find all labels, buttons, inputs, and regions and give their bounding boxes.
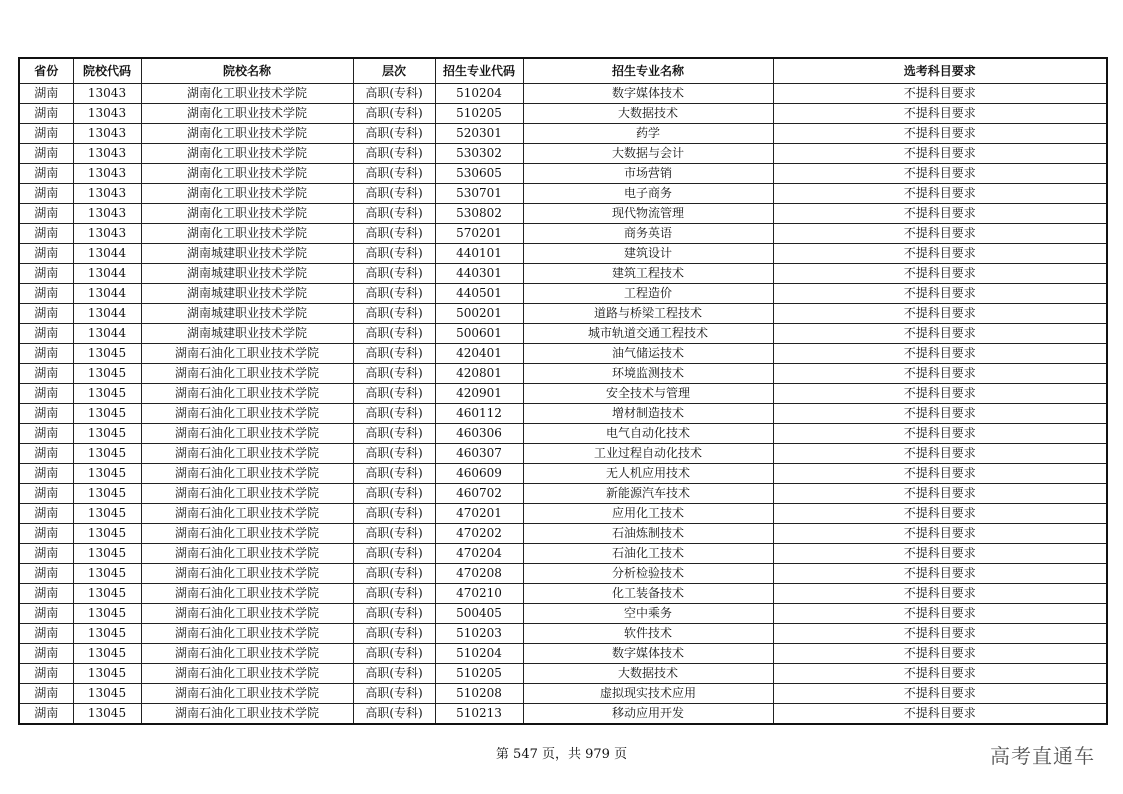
cell-major-name: 增材制造技术 (523, 404, 773, 424)
cell-major-name: 油气储运技术 (523, 344, 773, 364)
cell-subject-requirement: 不提科目要求 (773, 424, 1107, 444)
cell-level: 高职(专科) (353, 604, 435, 624)
cell-subject-requirement: 不提科目要求 (773, 244, 1107, 264)
table-row (19, 444, 1107, 464)
cell-subject-requirement: 不提科目要求 (773, 584, 1107, 604)
cell-subject-requirement: 不提科目要求 (773, 524, 1107, 544)
cell-school-name: 湖南石油化工职业技术学院 (141, 644, 353, 664)
cell-school-name: 湖南化工职业技术学院 (141, 124, 353, 144)
cell-subject-requirement: 不提科目要求 (773, 624, 1107, 644)
cell-major-code: 510204 (435, 644, 523, 664)
cell-major-name: 移动应用开发 (523, 704, 773, 725)
cell-level: 高职(专科) (353, 344, 435, 364)
cell-major-name: 石油炼制技术 (523, 524, 773, 544)
cell-major-name: 工业过程自动化技术 (523, 444, 773, 464)
cell-subject-requirement: 不提科目要求 (773, 284, 1107, 304)
table-row (19, 624, 1107, 644)
cell-major-code: 510213 (435, 704, 523, 725)
cell-province: 湖南 (19, 424, 73, 444)
table-row (19, 584, 1107, 604)
cell-school-name: 湖南城建职业技术学院 (141, 244, 353, 264)
cell-province: 湖南 (19, 164, 73, 184)
cell-level: 高职(专科) (353, 444, 435, 464)
cell-major-code: 530701 (435, 184, 523, 204)
cell-major-code: 470202 (435, 524, 523, 544)
table-body (19, 84, 1107, 725)
header-school-name: 院校名称 (141, 58, 353, 84)
cell-province: 湖南 (19, 624, 73, 644)
cell-school-name: 湖南化工职业技术学院 (141, 204, 353, 224)
cell-school-code: 13045 (73, 504, 141, 524)
cell-school-name: 湖南石油化工职业技术学院 (141, 564, 353, 584)
cell-major-name: 市场营销 (523, 164, 773, 184)
cell-major-code: 470210 (435, 584, 523, 604)
cell-province: 湖南 (19, 384, 73, 404)
cell-school-code: 13045 (73, 544, 141, 564)
table-row (19, 264, 1107, 284)
cell-subject-requirement: 不提科目要求 (773, 344, 1107, 364)
cell-major-name: 石油化工技术 (523, 544, 773, 564)
cell-subject-requirement: 不提科目要求 (773, 84, 1107, 104)
cell-province: 湖南 (19, 344, 73, 364)
table-row (19, 204, 1107, 224)
table-row (19, 84, 1107, 104)
cell-school-name: 湖南石油化工职业技术学院 (141, 384, 353, 404)
cell-province: 湖南 (19, 324, 73, 344)
cell-major-name: 数字媒体技术 (523, 84, 773, 104)
cell-level: 高职(专科) (353, 464, 435, 484)
cell-major-code: 570201 (435, 224, 523, 244)
cell-subject-requirement: 不提科目要求 (773, 484, 1107, 504)
cell-school-code: 13044 (73, 304, 141, 324)
cell-school-code: 13045 (73, 564, 141, 584)
cell-major-code: 510205 (435, 104, 523, 124)
cell-school-name: 湖南石油化工职业技术学院 (141, 704, 353, 725)
cell-major-code: 460307 (435, 444, 523, 464)
cell-level: 高职(专科) (353, 624, 435, 644)
cell-major-code: 530302 (435, 144, 523, 164)
cell-subject-requirement: 不提科目要求 (773, 124, 1107, 144)
cell-major-name: 建筑工程技术 (523, 264, 773, 284)
cell-subject-requirement: 不提科目要求 (773, 564, 1107, 584)
cell-school-name: 湖南石油化工职业技术学院 (141, 404, 353, 424)
cell-school-code: 13045 (73, 484, 141, 504)
cell-province: 湖南 (19, 644, 73, 664)
cell-province: 湖南 (19, 524, 73, 544)
cell-level: 高职(专科) (353, 124, 435, 144)
cell-school-code: 13043 (73, 184, 141, 204)
table-row (19, 704, 1107, 725)
cell-level: 高职(专科) (353, 504, 435, 524)
cell-level: 高职(专科) (353, 224, 435, 244)
cell-province: 湖南 (19, 544, 73, 564)
cell-major-code: 440501 (435, 284, 523, 304)
cell-major-code: 460702 (435, 484, 523, 504)
cell-school-code: 13044 (73, 284, 141, 304)
cell-major-name: 数字媒体技术 (523, 644, 773, 664)
cell-level: 高职(专科) (353, 104, 435, 124)
cell-subject-requirement: 不提科目要求 (773, 504, 1107, 524)
cell-major-name: 分析检验技术 (523, 564, 773, 584)
watermark-logo-text: 高考直通车 (990, 744, 1095, 768)
cell-level: 高职(专科) (353, 284, 435, 304)
cell-school-code: 13043 (73, 224, 141, 244)
cell-major-name: 工程造价 (523, 284, 773, 304)
header-subject-requirement: 选考科目要求 (773, 58, 1107, 84)
cell-level: 高职(专科) (353, 404, 435, 424)
cell-major-name: 道路与桥梁工程技术 (523, 304, 773, 324)
cell-level: 高职(专科) (353, 684, 435, 704)
cell-subject-requirement: 不提科目要求 (773, 204, 1107, 224)
cell-subject-requirement: 不提科目要求 (773, 184, 1107, 204)
table-row (19, 544, 1107, 564)
cell-level: 高职(专科) (353, 164, 435, 184)
cell-province: 湖南 (19, 484, 73, 504)
cell-province: 湖南 (19, 604, 73, 624)
cell-major-name: 大数据技术 (523, 104, 773, 124)
cell-level: 高职(专科) (353, 424, 435, 444)
header-province: 省份 (19, 58, 73, 84)
cell-school-code: 13045 (73, 524, 141, 544)
cell-province: 湖南 (19, 684, 73, 704)
cell-province: 湖南 (19, 464, 73, 484)
cell-province: 湖南 (19, 244, 73, 264)
table-row (19, 344, 1107, 364)
cell-school-code: 13045 (73, 464, 141, 484)
cell-subject-requirement: 不提科目要求 (773, 664, 1107, 684)
cell-level: 高职(专科) (353, 644, 435, 664)
cell-major-name: 现代物流管理 (523, 204, 773, 224)
cell-province: 湖南 (19, 184, 73, 204)
table-row (19, 104, 1107, 124)
cell-major-name: 应用化工技术 (523, 504, 773, 524)
cell-school-code: 13043 (73, 104, 141, 124)
cell-school-code: 13043 (73, 124, 141, 144)
cell-subject-requirement: 不提科目要求 (773, 364, 1107, 384)
cell-subject-requirement: 不提科目要求 (773, 144, 1107, 164)
cell-level: 高职(专科) (353, 144, 435, 164)
cell-province: 湖南 (19, 584, 73, 604)
cell-province: 湖南 (19, 304, 73, 324)
cell-school-name: 湖南石油化工职业技术学院 (141, 344, 353, 364)
cell-school-name: 湖南化工职业技术学院 (141, 104, 353, 124)
cell-major-code: 510205 (435, 664, 523, 684)
header-level: 层次 (353, 58, 435, 84)
cell-subject-requirement: 不提科目要求 (773, 544, 1107, 564)
cell-level: 高职(专科) (353, 84, 435, 104)
cell-school-name: 湖南化工职业技术学院 (141, 144, 353, 164)
cell-school-name: 湖南城建职业技术学院 (141, 304, 353, 324)
cell-school-code: 13045 (73, 704, 141, 725)
cell-level: 高职(专科) (353, 564, 435, 584)
cell-province: 湖南 (19, 264, 73, 284)
cell-school-name: 湖南石油化工职业技术学院 (141, 504, 353, 524)
cell-level: 高职(专科) (353, 184, 435, 204)
cell-major-code: 460609 (435, 464, 523, 484)
cell-subject-requirement: 不提科目要求 (773, 464, 1107, 484)
cell-school-code: 13043 (73, 204, 141, 224)
cell-school-code: 13045 (73, 604, 141, 624)
cell-school-name: 湖南石油化工职业技术学院 (141, 424, 353, 444)
cell-school-name: 湖南石油化工职业技术学院 (141, 464, 353, 484)
cell-subject-requirement: 不提科目要求 (773, 104, 1107, 124)
cell-major-name: 药学 (523, 124, 773, 144)
table-row (19, 124, 1107, 144)
cell-major-code: 500201 (435, 304, 523, 324)
cell-major-code: 520301 (435, 124, 523, 144)
cell-school-code: 13045 (73, 404, 141, 424)
cell-subject-requirement: 不提科目要求 (773, 644, 1107, 664)
cell-major-code: 420801 (435, 364, 523, 384)
cell-school-name: 湖南石油化工职业技术学院 (141, 604, 353, 624)
cell-school-code: 13045 (73, 684, 141, 704)
cell-school-code: 13045 (73, 344, 141, 364)
table-row (19, 404, 1107, 424)
cell-level: 高职(专科) (353, 384, 435, 404)
cell-level: 高职(专科) (353, 304, 435, 324)
cell-level: 高职(专科) (353, 544, 435, 564)
cell-major-code: 460112 (435, 404, 523, 424)
cell-school-name: 湖南城建职业技术学院 (141, 264, 353, 284)
table-row (19, 164, 1107, 184)
cell-level: 高职(专科) (353, 584, 435, 604)
header-school-code: 院校代码 (73, 58, 141, 84)
cell-major-name: 安全技术与管理 (523, 384, 773, 404)
cell-province: 湖南 (19, 504, 73, 524)
cell-school-code: 13043 (73, 164, 141, 184)
cell-school-name: 湖南石油化工职业技术学院 (141, 524, 353, 544)
cell-school-code: 13045 (73, 384, 141, 404)
table-row (19, 524, 1107, 544)
table-row (19, 484, 1107, 504)
cell-province: 湖南 (19, 664, 73, 684)
header-major-name: 招生专业名称 (523, 58, 773, 84)
cell-province: 湖南 (19, 104, 73, 124)
cell-school-name: 湖南石油化工职业技术学院 (141, 584, 353, 604)
cell-major-name: 空中乘务 (523, 604, 773, 624)
cell-school-code: 13045 (73, 584, 141, 604)
cell-major-name: 环境监测技术 (523, 364, 773, 384)
cell-school-name: 湖南化工职业技术学院 (141, 84, 353, 104)
cell-major-code: 530605 (435, 164, 523, 184)
cell-major-code: 440101 (435, 244, 523, 264)
cell-province: 湖南 (19, 404, 73, 424)
cell-subject-requirement: 不提科目要求 (773, 704, 1107, 725)
cell-school-name: 湖南化工职业技术学院 (141, 224, 353, 244)
cell-major-code: 500601 (435, 324, 523, 344)
table-row (19, 144, 1107, 164)
cell-subject-requirement: 不提科目要求 (773, 264, 1107, 284)
cell-major-code: 420401 (435, 344, 523, 364)
cell-province: 湖南 (19, 364, 73, 384)
table-row (19, 384, 1107, 404)
cell-school-name: 湖南石油化工职业技术学院 (141, 444, 353, 464)
cell-subject-requirement: 不提科目要求 (773, 224, 1107, 244)
cell-major-code: 530802 (435, 204, 523, 224)
cell-school-code: 13044 (73, 264, 141, 284)
cell-major-code: 420901 (435, 384, 523, 404)
cell-school-code: 13045 (73, 664, 141, 684)
cell-level: 高职(专科) (353, 324, 435, 344)
cell-province: 湖南 (19, 144, 73, 164)
cell-subject-requirement: 不提科目要求 (773, 164, 1107, 184)
cell-province: 湖南 (19, 704, 73, 725)
table-row (19, 424, 1107, 444)
cell-school-code: 13044 (73, 244, 141, 264)
cell-province: 湖南 (19, 84, 73, 104)
header-row (19, 58, 1107, 84)
table-row (19, 504, 1107, 524)
cell-province: 湖南 (19, 124, 73, 144)
table-row (19, 244, 1107, 264)
cell-school-name: 湖南化工职业技术学院 (141, 164, 353, 184)
cell-level: 高职(专科) (353, 264, 435, 284)
cell-subject-requirement: 不提科目要求 (773, 684, 1107, 704)
cell-school-name: 湖南城建职业技术学院 (141, 324, 353, 344)
cell-province: 湖南 (19, 444, 73, 464)
cell-major-name: 电气自动化技术 (523, 424, 773, 444)
cell-school-name: 湖南石油化工职业技术学院 (141, 624, 353, 644)
cell-subject-requirement: 不提科目要求 (773, 384, 1107, 404)
cell-major-name: 商务英语 (523, 224, 773, 244)
cell-school-code: 13045 (73, 424, 141, 444)
cell-major-code: 440301 (435, 264, 523, 284)
cell-major-name: 新能源汽车技术 (523, 484, 773, 504)
cell-subject-requirement: 不提科目要求 (773, 444, 1107, 464)
cell-school-code: 13045 (73, 644, 141, 664)
cell-major-name: 大数据与会计 (523, 144, 773, 164)
table-row (19, 604, 1107, 624)
cell-level: 高职(专科) (353, 484, 435, 504)
table-row (19, 364, 1107, 384)
table-row (19, 664, 1107, 684)
cell-level: 高职(专科) (353, 524, 435, 544)
header-major-code: 招生专业代码 (435, 58, 523, 84)
cell-level: 高职(专科) (353, 704, 435, 725)
table-row (19, 644, 1107, 664)
cell-subject-requirement: 不提科目要求 (773, 404, 1107, 424)
cell-school-code: 13043 (73, 84, 141, 104)
cell-school-code: 13044 (73, 324, 141, 344)
page-number: 第 547 页，共 979 页 (495, 747, 628, 762)
cell-school-name: 湖南石油化工职业技术学院 (141, 484, 353, 504)
cell-level: 高职(专科) (353, 364, 435, 384)
cell-major-code: 470201 (435, 504, 523, 524)
admissions-table (18, 57, 1108, 725)
cell-major-code: 510204 (435, 84, 523, 104)
cell-school-code: 13043 (73, 144, 141, 164)
cell-province: 湖南 (19, 224, 73, 244)
cell-school-code: 13045 (73, 444, 141, 464)
cell-major-name: 软件技术 (523, 624, 773, 644)
cell-major-name: 无人机应用技术 (523, 464, 773, 484)
cell-level: 高职(专科) (353, 204, 435, 224)
cell-subject-requirement: 不提科目要求 (773, 604, 1107, 624)
table-row (19, 184, 1107, 204)
cell-school-code: 13045 (73, 624, 141, 644)
cell-major-code: 470204 (435, 544, 523, 564)
table-row (19, 224, 1107, 244)
table-header (19, 58, 1107, 84)
cell-school-name: 湖南化工职业技术学院 (141, 184, 353, 204)
cell-subject-requirement: 不提科目要求 (773, 324, 1107, 344)
cell-school-name: 湖南石油化工职业技术学院 (141, 664, 353, 684)
cell-school-code: 13045 (73, 364, 141, 384)
table-row (19, 304, 1107, 324)
cell-school-name: 湖南石油化工职业技术学院 (141, 364, 353, 384)
cell-major-code: 510208 (435, 684, 523, 704)
table-row (19, 324, 1107, 344)
cell-major-name: 大数据技术 (523, 664, 773, 684)
table-row (19, 464, 1107, 484)
table-row (19, 564, 1107, 584)
cell-school-name: 湖南城建职业技术学院 (141, 284, 353, 304)
cell-major-name: 化工装备技术 (523, 584, 773, 604)
cell-major-name: 电子商务 (523, 184, 773, 204)
cell-major-code: 500405 (435, 604, 523, 624)
cell-province: 湖南 (19, 284, 73, 304)
cell-school-name: 湖南石油化工职业技术学院 (141, 544, 353, 564)
cell-major-code: 470208 (435, 564, 523, 584)
cell-province: 湖南 (19, 564, 73, 584)
cell-major-code: 460306 (435, 424, 523, 444)
cell-level: 高职(专科) (353, 664, 435, 684)
cell-province: 湖南 (19, 204, 73, 224)
cell-major-name: 虚拟现实技术应用 (523, 684, 773, 704)
cell-major-code: 510203 (435, 624, 523, 644)
table-row (19, 684, 1107, 704)
cell-level: 高职(专科) (353, 244, 435, 264)
cell-major-name: 建筑设计 (523, 244, 773, 264)
cell-subject-requirement: 不提科目要求 (773, 304, 1107, 324)
cell-school-name: 湖南石油化工职业技术学院 (141, 684, 353, 704)
cell-major-name: 城市轨道交通工程技术 (523, 324, 773, 344)
table-row (19, 284, 1107, 304)
